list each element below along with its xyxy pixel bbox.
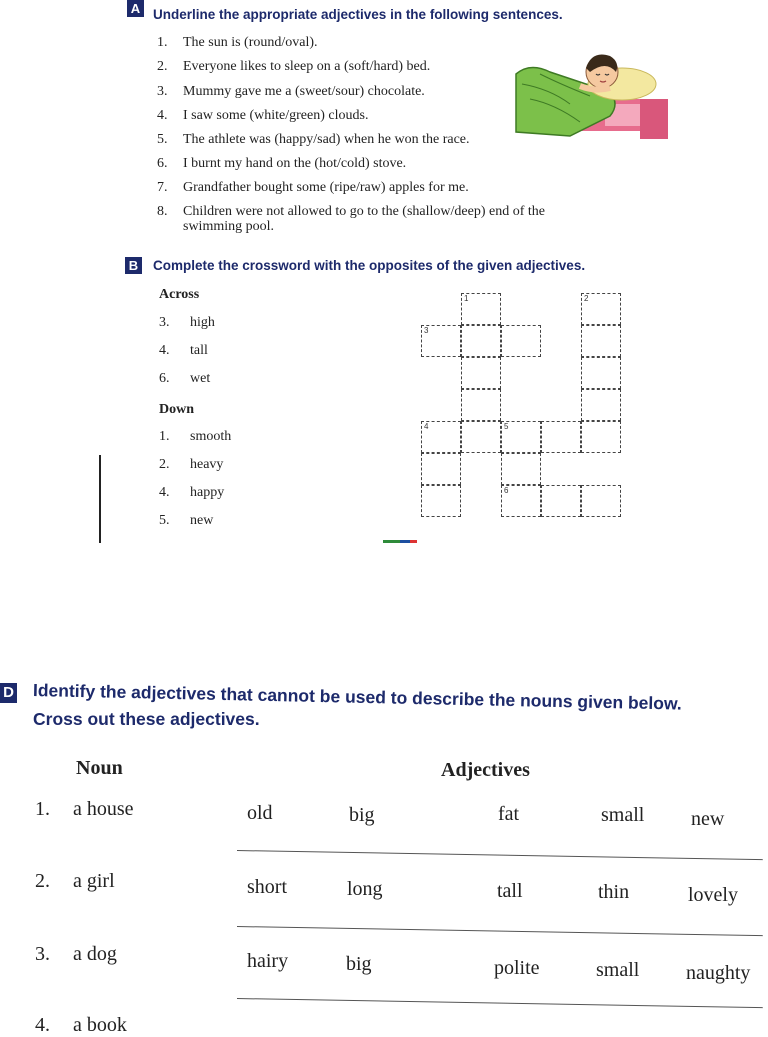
adjective-option[interactable]: hairy <box>247 950 289 972</box>
across-clue: 3. high <box>159 315 215 330</box>
crossword-cell[interactable] <box>461 357 501 389</box>
crossword-cell[interactable]: 6 <box>501 485 541 517</box>
adjective-option[interactable]: tall <box>497 880 523 902</box>
answer-line <box>237 850 763 860</box>
adjectives-column-header: Adjectives <box>441 759 530 781</box>
answer-line <box>237 926 763 936</box>
crossword-cell[interactable] <box>461 421 501 453</box>
section-d-instruction: Identify the adjectives that cannot be used to describe the nouns given below. <box>32 680 682 714</box>
section-d-instruction-line2: Cross out these adjectives. <box>33 709 260 729</box>
adjective-option[interactable]: big <box>349 804 375 826</box>
noun-item: 2. a girl <box>35 870 115 892</box>
section-a-badge: A <box>127 0 144 17</box>
crossword-cell[interactable] <box>421 453 461 485</box>
question-item: 1. The sun is (round/oval). <box>157 35 318 50</box>
question-item: 2. Everyone likes to sleep on a (soft/hard) bed. <box>157 59 431 74</box>
down-clue: 1. smooth <box>159 429 232 444</box>
noun-item: 1. a house <box>35 798 134 820</box>
section-b-badge: B <box>125 257 142 274</box>
question-item-continued: swimming pool. <box>183 219 275 234</box>
crossword-cell[interactable] <box>541 485 581 517</box>
adjective-option[interactable]: small <box>596 959 640 981</box>
question-item: 3. Mummy gave me a (sweet/sour) chocolate. <box>157 84 425 99</box>
crossword-cell[interactable] <box>461 325 501 357</box>
across-clue: 4. tall <box>159 343 208 358</box>
crossword-cell[interactable]: 1 <box>461 293 501 325</box>
child-arm <box>580 86 610 90</box>
crossword-cell[interactable]: 5 <box>501 421 541 453</box>
down-clue: 5. new <box>159 513 214 528</box>
question-item: 7. Grandfather bought some (ripe/raw) apples for me. <box>157 180 469 195</box>
noun-item: 3. a dog <box>35 943 117 965</box>
adjective-option[interactable]: small <box>601 804 645 826</box>
question-item: 4. I saw some (white/green) clouds. <box>157 108 369 123</box>
section-b-instruction: Complete the crossword with the opposites of the given adjectives. <box>153 258 586 273</box>
crossword-cell[interactable] <box>581 357 621 389</box>
crossword-cell[interactable] <box>581 325 621 357</box>
bed-footboard <box>640 99 668 139</box>
across-heading: Across <box>159 287 200 302</box>
crossword-cell[interactable] <box>581 421 621 453</box>
noun-column-header: Noun <box>76 757 123 779</box>
adjective-option[interactable]: fat <box>498 803 520 825</box>
page-margin-line <box>99 455 101 543</box>
down-clue: 4. happy <box>159 485 225 500</box>
adjective-option[interactable]: polite <box>494 957 540 979</box>
question-item: 6. I burnt my hand on the (hot/cold) stove. <box>157 156 407 171</box>
adjective-option[interactable]: long <box>347 878 383 900</box>
crossword-cell[interactable] <box>501 453 541 485</box>
crossword-cell[interactable]: 2 <box>581 293 621 325</box>
down-heading: Down <box>159 402 195 417</box>
crossword-cell[interactable] <box>461 389 501 421</box>
answer-line <box>237 998 763 1008</box>
question-item: 8. Children were not allowed to go to the (shallow/deep) end of the <box>157 204 545 219</box>
section-d-badge: D <box>0 683 17 703</box>
adjective-option[interactable]: new <box>691 808 725 830</box>
crossword-cell[interactable] <box>541 421 581 453</box>
crossword-cell[interactable]: 4 <box>421 421 461 453</box>
section-a-instruction: Underline the appropriate adjectives in the following sentences. <box>153 7 563 22</box>
crossword-cell[interactable] <box>421 485 461 517</box>
adjective-option[interactable]: short <box>247 876 287 898</box>
adjective-option[interactable]: thin <box>598 881 630 903</box>
adjective-option[interactable]: lovely <box>688 884 738 906</box>
crossword-cell[interactable]: 3 <box>421 325 461 357</box>
across-clue: 6. wet <box>159 371 211 386</box>
adjective-option[interactable]: old <box>247 802 273 824</box>
adjective-option[interactable]: naughty <box>686 962 751 984</box>
sleeping-child-illustration <box>510 44 670 144</box>
color-mark <box>383 540 417 543</box>
question-item: 5. The athlete was (happy/sad) when he won the race. <box>157 132 470 147</box>
down-clue: 2. heavy <box>159 457 224 472</box>
crossword-cell[interactable] <box>581 389 621 421</box>
crossword-cell[interactable] <box>581 485 621 517</box>
crossword-cell[interactable] <box>501 325 541 357</box>
noun-item: 4. a book <box>35 1014 127 1036</box>
adjective-option[interactable]: big <box>346 953 372 975</box>
